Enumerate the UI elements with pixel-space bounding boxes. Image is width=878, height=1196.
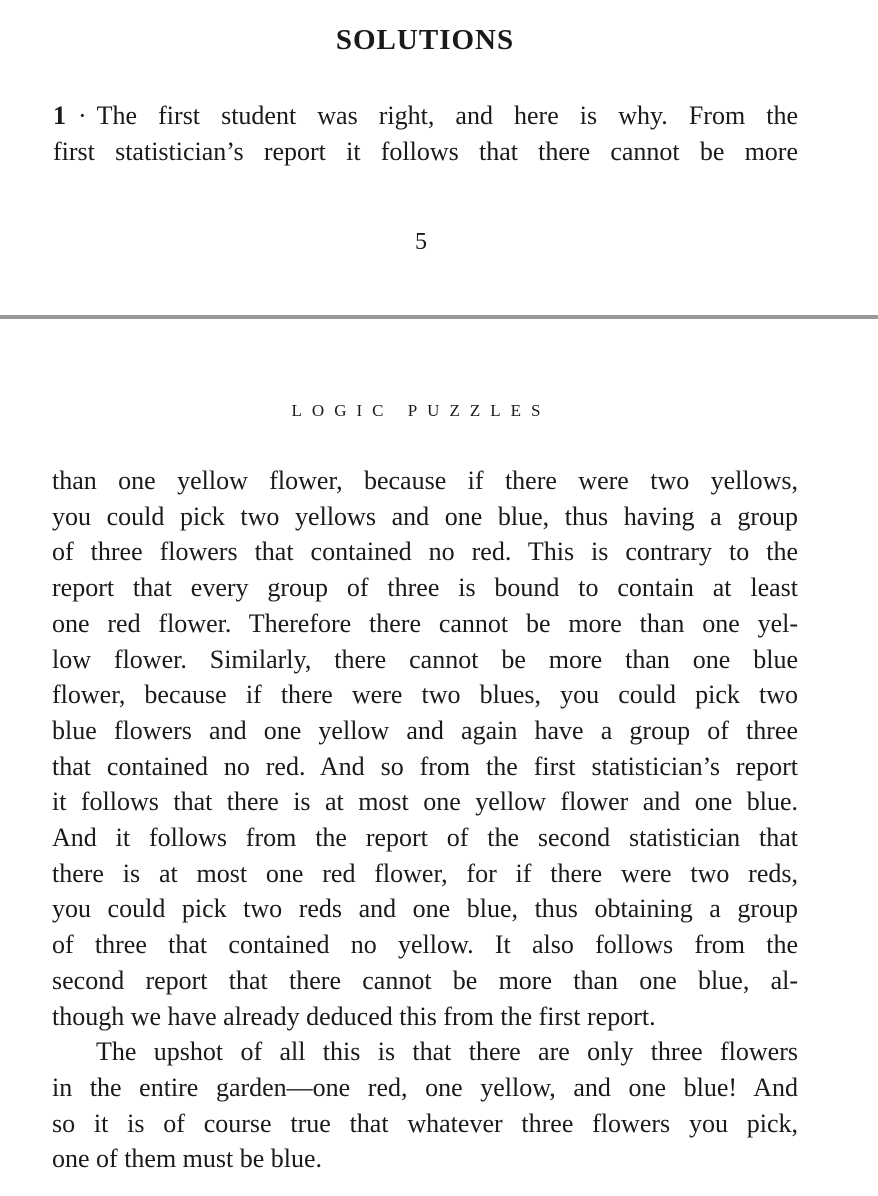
text-line: of three flowers that contained no red. This is contrary to the [52,537,798,567]
text-line: flower, because if there were two blues, you could pick two [52,680,798,710]
running-head: LOGIC PUZZLES [291,401,551,420]
text-line: first statistician’s report it follows that there cannot be more [53,137,798,166]
section-heading: SOLUTIONS [335,24,515,56]
text-line: And it follows from the report of the second statistician that [52,823,798,853]
line-text: The first student was right, and here is why. From the [96,101,798,130]
text-line: you could pick two reds and one blue, thus obtaining a group [52,894,798,924]
solution-opening [53,98,798,170]
text-line: so it is of course true that whatever three flowers you pick, [52,1108,798,1138]
number-separator: · [78,101,87,130]
text-line: The upshot of all this is that there are only three flowers [96,1037,798,1067]
text-line: there is at most one red flower, for if there were two reds, [52,858,798,888]
text-line: one of them must be blue. [52,1144,323,1174]
text-line: report that every group of three is bound to contain at least [52,573,798,603]
text-line: you could pick two yellows and one blue, thus having a group [52,501,798,531]
text-line: low flower. Similarly, there cannot be more than one blue [52,644,798,674]
text-line: one red flower. Therefore there cannot be more than one yel- [52,608,798,638]
text-line: in the entire garden—one red, one yellow, and one blue! And [52,1072,798,1102]
solution-continuation [52,463,798,1177]
text-line: second report that there cannot be more than one blue, al- [52,965,798,995]
text-line: it follows that there is at most one yellow flower and one blue. [52,787,798,817]
page-divider [0,315,878,319]
text-line: that contained no red. And so from the first statistician’s report [52,751,798,781]
text-line: blue flowers and one yellow and again have a group of three [52,715,798,745]
text-line: than one yellow flower, because if there were two yellows, [52,466,798,495]
text-line [53,98,798,134]
page-number: 5 [415,229,427,255]
text-line: though we have already deduced this from the first report. [52,1001,656,1031]
text-line: of three that contained no yellow. It also follows from the [52,930,798,960]
upper-page [0,0,878,318]
problem-number: 1 [53,101,66,130]
